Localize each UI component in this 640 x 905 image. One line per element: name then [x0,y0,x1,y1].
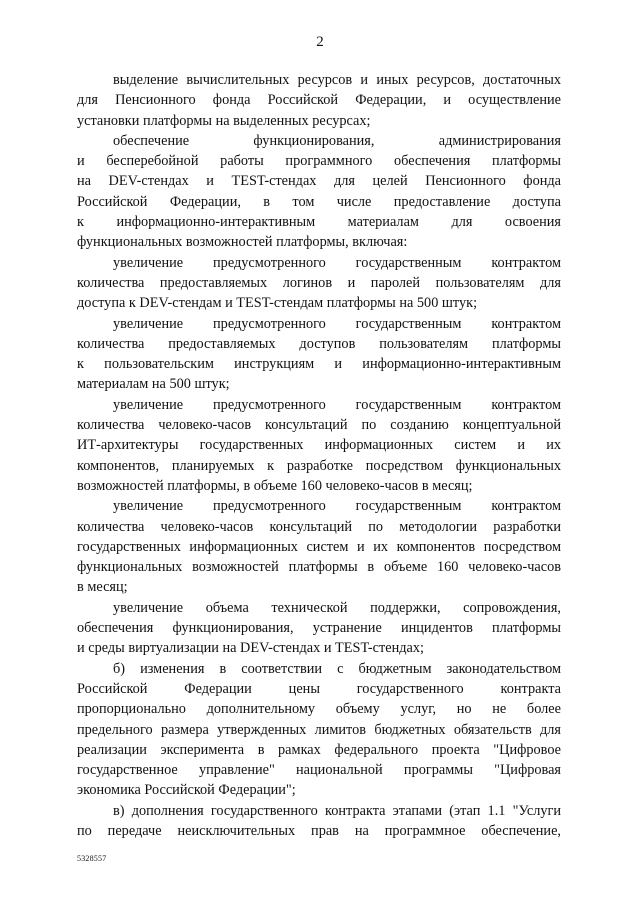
text-line: увеличение предусмотренного государственным контрактом [113,315,561,332]
text-line: пропорционально дополнительному объему услуг, но не более [77,701,561,718]
text-line: выделение вычислительных ресурсов и иных ресурсов, достаточных [113,72,561,88]
text-line: увеличение предусмотренного государственным контрактом [113,396,561,413]
paragraph-platform-support [77,131,561,253]
text-line: материалам на 500 штук; [77,376,230,393]
paragraph-architecture-consulting [77,395,561,496]
text-line: функциональных возможностей платформы в объеме 160 человеко-часов [77,559,561,576]
text-line: реализации эксперимента в рамках федерального проекта "Цифровое [77,741,561,758]
page-number: 2 [316,34,324,50]
text-line: увеличение предусмотренного государственным контрактом [113,254,561,271]
text-line: увеличение объема технической поддержки, сопровождения, [113,599,561,616]
text-line: обеспечения функционирования, устранение инцидентов платформы [77,620,561,637]
text-line: б) изменения в соответствии с бюджетным законодательством [113,660,561,677]
text-line: количества предоставляемых доступов пользователям платформы [77,335,561,352]
text-line: количества предоставляемых логинов и паролей пользователям для [77,274,561,291]
text-line: государственных информационных систем и их компонентов посредством [77,538,561,555]
text-line: к пользовательским инструкциям и информационно-интерактивным [77,356,561,373]
text-line: и среды виртуализации на DEV-стендах и TEST-стендах; [77,640,424,657]
text-line: и бесперебойной работы программного обеспечения платформы [77,153,561,170]
paragraph-methodology-consulting [77,496,561,597]
text-line: государственное управление" национальной программы "Цифровая [77,762,561,779]
text-line: Российской Федерации цены государственного контракта [77,680,561,697]
text-line: возможностей платформы, в объеме 160 человеко-часов в месяц; [77,477,473,494]
text-line: в) дополнения государственного контракта этапами (этап 1.1 "Услуги [113,802,561,819]
paragraph-resource-allocation [77,70,561,131]
text-line: для Пенсионного фонда Российской Федерации, и осуществление [77,92,561,109]
text-line: Российской Федерации, в том числе предоставление доступа [77,193,561,210]
text-line: к информационно-интерактивным материалам для освоения [77,214,561,231]
text-line: ИТ-архитектуры государственных информационных систем и их [77,437,561,454]
text-line: количества человеко-часов консультаций по методологии разработки [77,518,561,535]
text-line: функциональных возможностей платформы, включая: [77,234,408,251]
text-line: компонентов, планируемых к разработке посредством функциональных [77,457,561,474]
text-line: на DEV-стендах и TEST-стендах для целей Пенсионного фонда [77,173,561,190]
paragraph-contract-stages [77,801,561,842]
text-line: количества человеко-часов консультаций по созданию концептуальной [77,417,561,434]
text-line: экономика Российской Федерации"; [77,782,296,799]
document-body [77,70,561,841]
text-line: увеличение предусмотренного государственным контрактом [113,498,561,515]
paragraph-access-increase [77,314,561,395]
paragraph-logins-increase [77,253,561,314]
text-line: установки платформы на выделенных ресурсах; [77,112,371,129]
text-line: предельного размера утвержденных лимитов бюджетных обязательств для [77,721,561,738]
text-line: по передаче неисключительных прав на программное обеспечение, [77,822,561,839]
text-line: обеспечение функционирования, администрирования [113,132,561,149]
paragraph-price-change [77,659,561,801]
document-code: 5328557 [77,854,107,863]
text-line: в месяц; [77,579,128,596]
text-line: доступа к DEV-стендам и TEST-стендам платформы на 500 штук; [77,295,478,312]
paragraph-technical-support [77,598,561,659]
